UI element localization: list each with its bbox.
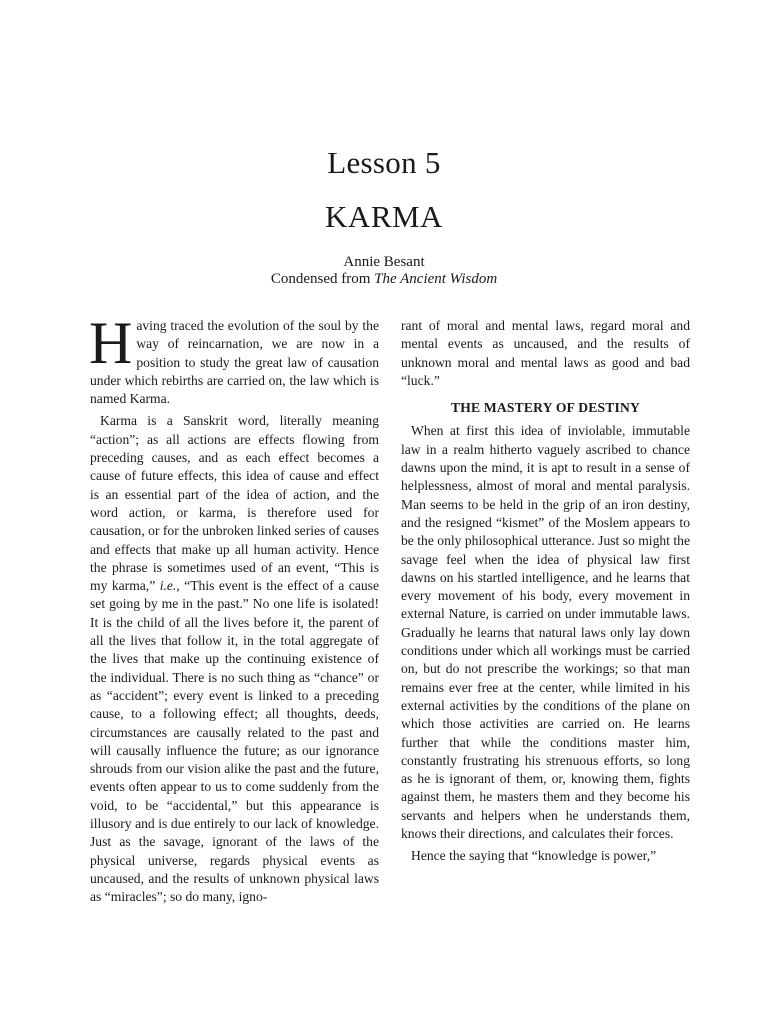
lesson-number: Lesson 5 [327, 145, 441, 180]
paragraph-intro-text: aving traced the evolution of the soul by the way of reincarnation, we are now in a position to study the great law of causation under which rebirths are carried on, the law which is named Karma. [90, 318, 379, 407]
author: Annie Besant [343, 254, 425, 270]
source-line [0, 271, 768, 288]
paragraph-mastery: When at first this idea of inviolable, immutable law in a realm hitherto vaguely ascribed to chance dawns upon the mind, it is apt to result in a sense of helplessness, almost of moral and mental paralysis. Man seems to be held in the grip of an iron destiny, and the resigned “kismet” of the Moslem appears to be the only philosophical utterance. Just so might the savage feel when the idea of physical law first dawns on his startled intelligence, and he learns that every movement of his body, every movement in external Nature, is carried on under immutable laws. Gradually he learns that natural laws only lay down conditions under which all workings must be carried on, but do not prescribe the workings; so that man remains ever free at the center, while limited in his external activities by the conditions of the plane on which those activities are carried on. He learns further that while the conditions master him, constantly frustrating his strenuous efforts, so long as he is ignorant of them, or, knowing them, fights against them, he masters them and they become his servants and helpers when he understands them, knows their directions, and calculates their forces. [401, 423, 690, 842]
paragraph-continuation: rant of moral and mental laws, regard moral and mental events as uncaused, and the results of unknown moral and mental laws as good and bad “luck.” [401, 318, 690, 388]
page-title: KARMA [325, 199, 443, 234]
paragraph-karma-definition [90, 412, 379, 906]
paragraph-intro [89, 310, 379, 408]
left-column [89, 310, 379, 907]
section-heading: THE MASTERY OF DESTINY [450, 400, 641, 416]
source-title: The Ancient Wisdom [374, 271, 498, 287]
paragraph-emphasis: i.e., [159, 578, 180, 594]
paragraph-text: Karma is a Sanskrit word, literally meaning “action”; as all actions are effects flowing from preceding causes, and as each effect becomes a cause of future effects, this idea of cause and effect is an essential part of the idea of action, and the word action, or karma, is therefore used for causation, or for the unbroken linked series of causes and effects that make up all human activity. Hence the phrase is sometimes used of an event, “This is my karma,” [90, 413, 379, 594]
condensed-prefix: Condensed from [270, 271, 375, 287]
drop-cap: H [89, 310, 133, 376]
paragraph-knowledge: Hence the saying that “knowledge is power,” [411, 848, 657, 864]
byline [0, 254, 768, 288]
paragraph-text: “This event is the effect of a cause set going by me in the past.” No one life is isolated! It is the child of all the lives before it, the parent of all the lives that follow it, in the total aggregate of the lives that make up the continuing existence of the individual. There is no such thing as “chance” or as “accident”; every event is linked to a preceding cause, to a following effect; all thoughts, deeds, circumstances are causally related to the past and will causally influence the future; as our ignorance shrouds from our vision alike the past and the future, events often appear to us to come suddenly from the void, to be “accidental,” but this appearance is illusory and is due entirely to our lack of knowledge. Just as the savage, ignorant of the laws of the physical universe, regards physical events as uncaused, and the results of unknown physical laws as “miracles”; so do many, igno- [90, 578, 379, 905]
right-column [401, 317, 690, 866]
